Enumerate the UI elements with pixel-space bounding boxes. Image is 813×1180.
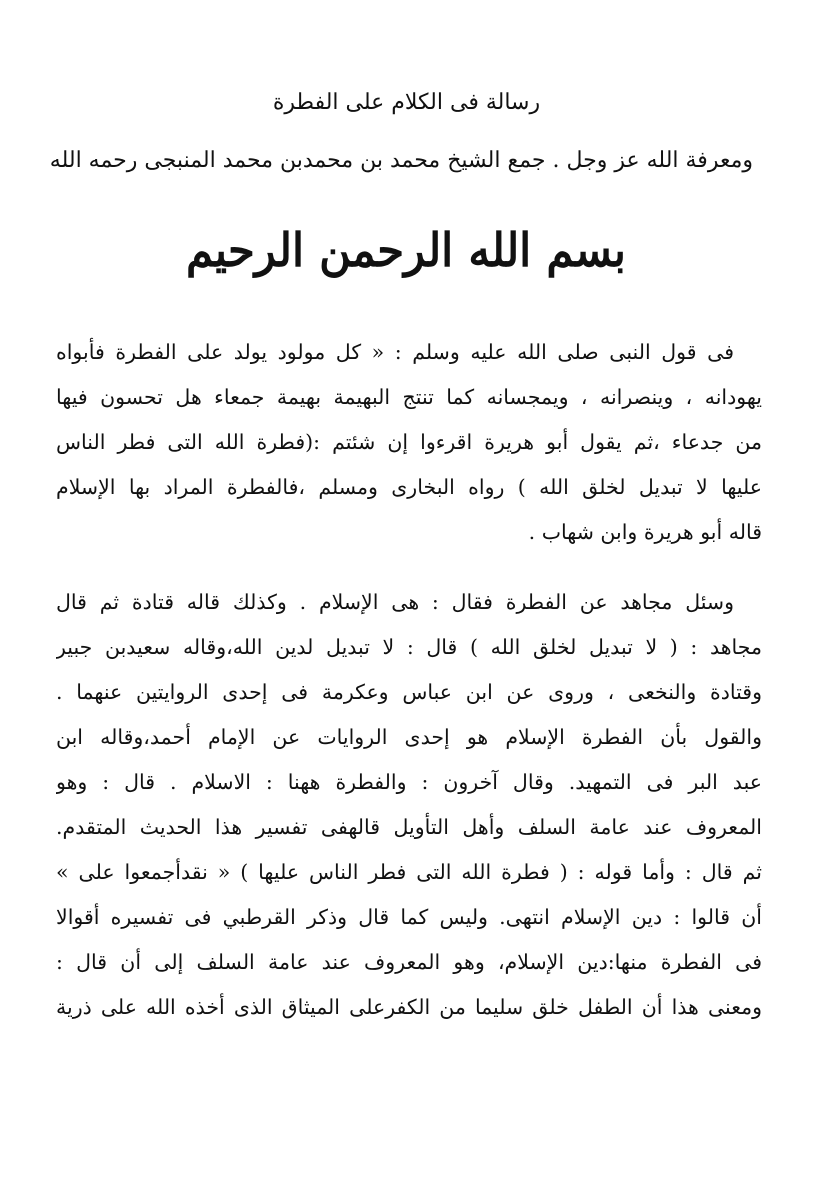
- paragraph-1-line: قاله أبو هريرة وابن شهاب .: [528, 520, 762, 544]
- paragraph-2-line: وقتادة والنخعى ، وروى عن ابن عباس وعكرمة فى إحدى الروايتين عنهما .: [56, 680, 762, 704]
- paragraph-2-line: مجاهد : ( لا تبديل لخلق الله ) قال : لا تبديل لدين الله،وقاله سعيدبن جبير: [56, 635, 762, 659]
- paragraph-1: [56, 330, 762, 555]
- paragraph-2: [56, 580, 762, 1030]
- paragraph-2-line: أن قالوا : دين الإسلام انتهى. وليس كما قال وذكر القرطبي فى تفسيره أقوالا: [56, 905, 762, 929]
- paragraph-2-line: ثم قال : وأما قوله : ( فطرة الله التى فطر الناس عليها ) « نقدأجمعوا على »: [56, 860, 762, 884]
- document-title-line-1: رسالة فى الكلام على الفطرة: [272, 90, 541, 115]
- basmala-text: بسم الله الرحمن الرحيم: [186, 223, 653, 277]
- document-title-line-2: ومعرفة الله عز وجل . جمع الشيخ محمد بن محمدبن محمد المنبجى رحمه الله: [49, 148, 753, 173]
- basmala-calligraphy: [160, 214, 653, 294]
- paragraph-1-line: فى قول النبى صلى الله عليه وسلم : « كل مولود يولد على الفطرة فأبواه: [56, 340, 734, 364]
- paragraph-2-line: المعروف عند عامة السلف وأهل التأويل قالهفى تفسير هذا الحديث المتقدم.: [56, 815, 762, 839]
- paragraph-1-line: عليها لا تبديل لخلق الله ) رواه البخارى ومسلم ،فالفطرة المراد بها الإسلام: [56, 475, 762, 499]
- paragraph-1-line: من جدعاء ،ثم يقول أبو هريرة اقرءوا إن شئتم :(فطرة الله التى فطر الناس: [56, 430, 762, 454]
- paragraph-2-line: ومعنى هذا أن الطفل خلق سليما من الكفرعلى الميثاق الذى أخذه الله على ذرية: [56, 995, 762, 1019]
- paragraph-2-line: والقول بأن الفطرة الإسلام هو إحدى الروايات عن الإمام أحمد،وقاله ابن: [56, 725, 762, 749]
- paragraph-1-line: يهودانه ، وينصرانه ، ويمجسانه كما تنتج البهيمة بهيمة جمعاء هل تحسون فيها: [56, 385, 762, 409]
- paragraph-2-line: وسئل مجاهد عن الفطرة فقال : هى الإسلام . وكذلك قاله قتادة ثم قال: [56, 590, 734, 614]
- paragraph-2-line: فى الفطرة منها:دين الإسلام، وهو المعروف عند عامة السلف إلى أن قال :: [56, 950, 762, 974]
- paragraph-2-line: عبد البر فى التمهيد. وقال آخرون : والفطرة ههنا : الاسلام . قال : وهو: [56, 770, 762, 794]
